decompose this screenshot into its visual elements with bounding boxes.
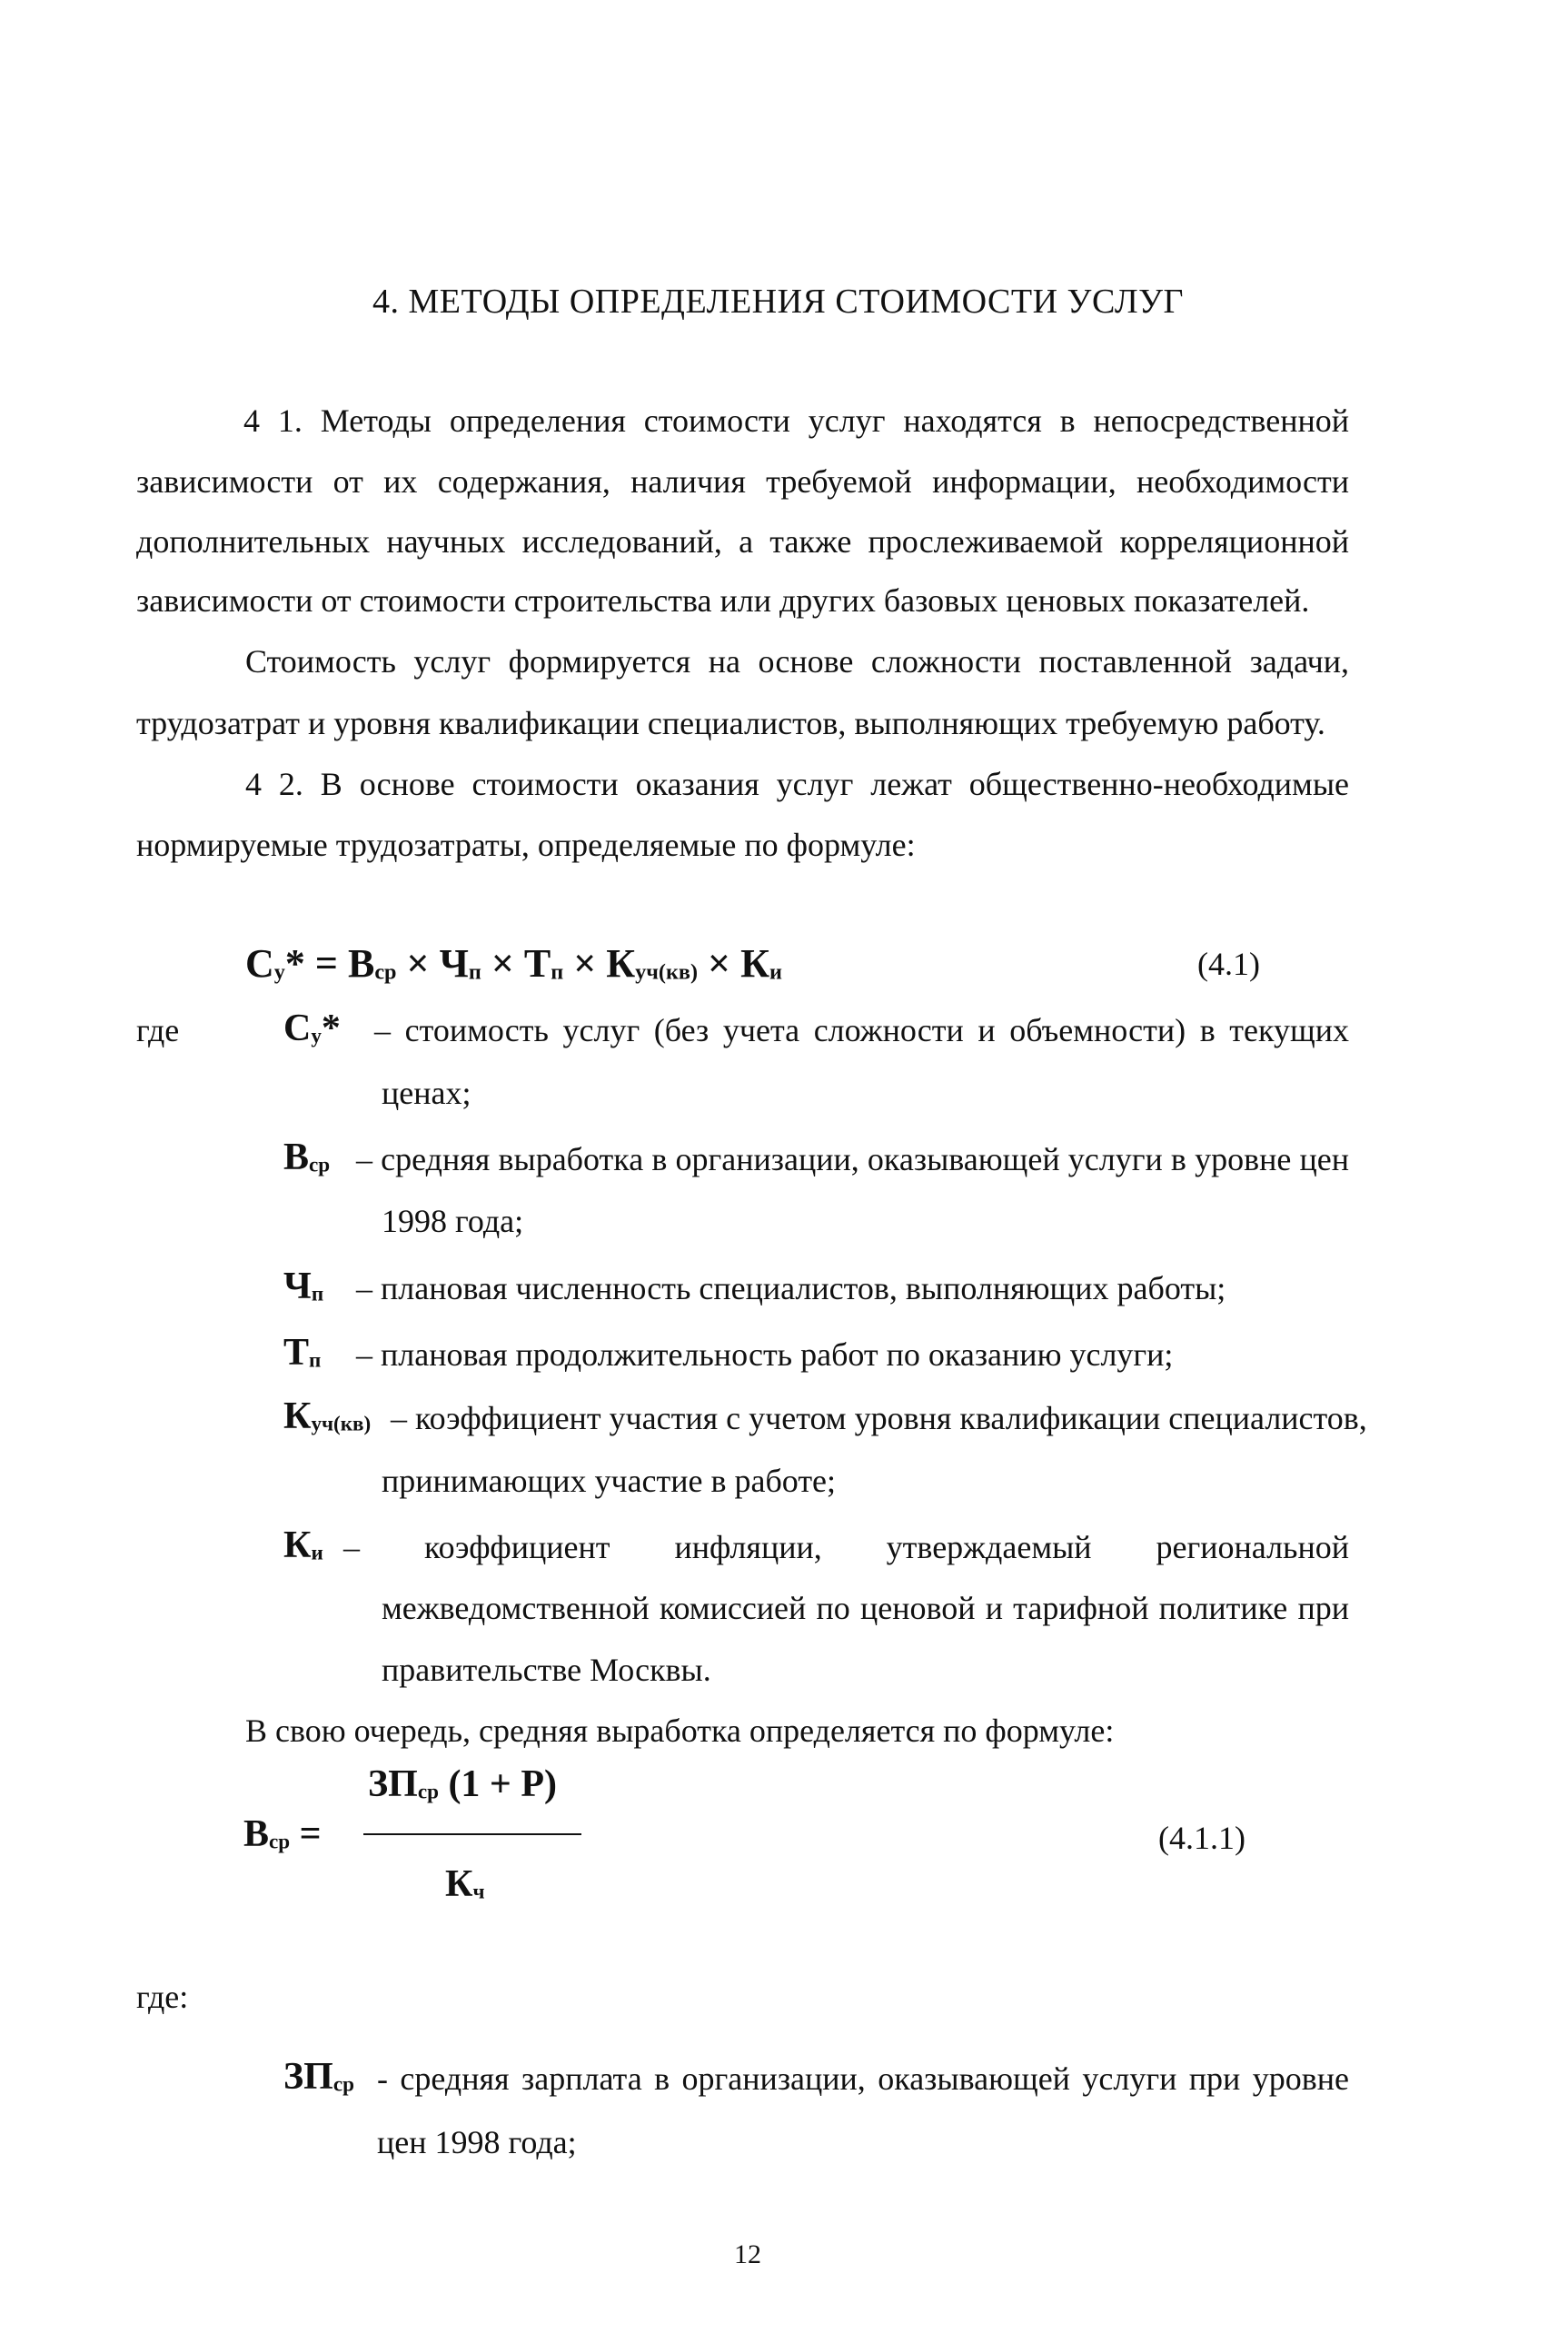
formula-4-1: $С_у* = В_{ср} \times Ч_п \times Т_п \times К_{уч(кв)} \times К_и$ xyxy=(245,941,782,986)
def-cy-text-1: – стоимость услуг (без учета сложности и объемности) в текущих xyxy=(374,1012,1349,1048)
def-zp-text-1: - средняя зарплата в организации, оказывающей услуги при уровне xyxy=(377,2060,1349,2097)
formula-4-1-1-lhs: $В_{ср}$ = xyxy=(243,1813,322,1855)
def-b-text-1: – средняя выработка в организации, оказывающей услуги в уровне цен xyxy=(356,1141,1349,1177)
para2-line-1: Стоимость услуг формируется на основе сложности поставленной задачи, xyxy=(245,643,1349,680)
para1-line-3: дополнительных научных исследований, а также прослеживаемой корреляционной xyxy=(136,523,1349,560)
def-cy-symbol: $С_у*$ xyxy=(283,1008,341,1049)
def-ch-symbol: $Ч_п$ xyxy=(283,1266,324,1307)
formula-4-1-1-denominator: $К_ч$ xyxy=(445,1863,485,1905)
def-ki-text-2: межведомственной комиссией по ценовой и тарифной политике при xyxy=(382,1590,1349,1626)
def-t-text: – плановая продолжительность работ по оказанию услуги; xyxy=(356,1336,1174,1373)
para1-line-1: 4 1. Методы определения стоимости услуг находятся в непосредственной xyxy=(243,402,1349,439)
para3-line-1: 4 2. В основе стоимости оказания услуг лежат общественно-необходимые xyxy=(245,766,1349,802)
formula-4-1-1-numerator: $ЗП_{ср}$ (1 + Р) xyxy=(368,1763,557,1805)
para2-line-2: трудозатрат и уровня квалификации специалистов, выполняющих требуемую работу. xyxy=(136,705,1325,741)
def-k-symbol: $К_{уч(кв)}$ xyxy=(283,1395,372,1437)
def-cy-text-2: ценах; xyxy=(382,1075,471,1111)
def-ki-text-3: правительстве Москвы. xyxy=(382,1652,711,1688)
def-zp-text-2: цен 1998 года; xyxy=(377,2124,577,2160)
def-ki-symbol: $К_и$ xyxy=(283,1524,323,1566)
def-k-text-1: – коэффициент участия с учетом уровня квалификации специалистов, xyxy=(391,1400,1367,1436)
def-k-text-2: принимающих участие в работе; xyxy=(382,1463,837,1499)
formula-4-1-number: (4.1) xyxy=(1197,946,1260,982)
para1-line-4: зависимости от стоимости строительства или других базовых ценовых показателей. xyxy=(136,582,1310,619)
para1-line-2: зависимости от их содержания, наличия требуемой информации, необходимости xyxy=(136,463,1349,500)
fraction-bar xyxy=(363,1833,581,1835)
where-label-2: где: xyxy=(136,1979,189,2015)
def-b-text-2: 1998 года; xyxy=(382,1203,524,1239)
page-number: 12 xyxy=(734,2239,761,2269)
section-title: 4. МЕТОДЫ ОПРЕДЕЛЕНИЯ СТОИМОСТИ УСЛУГ xyxy=(372,283,1184,321)
where-label: где xyxy=(136,1012,180,1048)
para4: В свою очередь, средняя выработка определяется по формуле: xyxy=(245,1713,1115,1749)
def-ki-text-1: – коэффициент инфляции, утверждаемый региональной xyxy=(343,1529,1349,1565)
def-b-symbol: $В_{ср}$ xyxy=(283,1137,331,1178)
def-zp-symbol: $ЗП_{ср}$ xyxy=(283,2056,354,2098)
para3-line-2: нормируемые трудозатраты, определяемые по формуле: xyxy=(136,827,916,863)
def-t-symbol: $Т_п$ xyxy=(283,1332,322,1374)
formula-4-1-1-number: (4.1.1) xyxy=(1158,1820,1245,1856)
def-ch-text: – плановая численность специалистов, выполняющих работы; xyxy=(356,1270,1226,1306)
